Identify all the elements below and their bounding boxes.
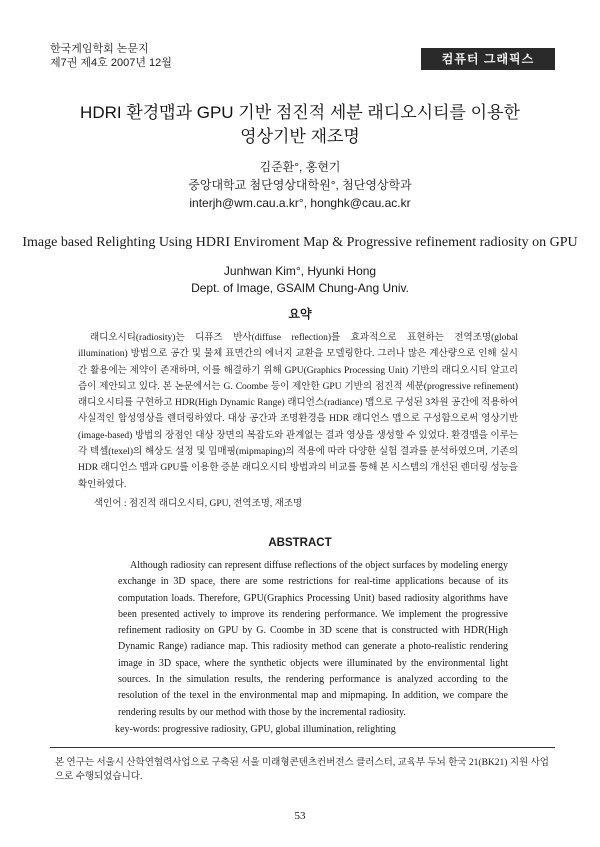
- english-authors: Junhwan Kim°, Hyunki Hong: [223, 264, 377, 278]
- korean-author-block: [0, 158, 600, 212]
- english-title: Image based Relighting Using HDRI Enviroment Map & Progressive refinement radiosity on GPU: [22, 235, 578, 250]
- english-author-block: [0, 263, 600, 297]
- journal-issue: 제7권 제4호 2007년 12월: [50, 57, 172, 69]
- korean-title-line2: 영상기반 재조명: [240, 127, 360, 146]
- korean-title-line1: HDRI 환경맵과 GPU 기반 점진적 세분 래디오시티를 이용한: [80, 103, 520, 122]
- korean-keywords: 색인어 : 점진적 래디오시티, GPU, 전역조명, 재조명: [94, 499, 303, 509]
- journal-name: 한국게임학회 논문지: [50, 43, 149, 55]
- english-abstract-body: Although radiosity can represent diffuse reflections of the object surfaces by modeling energy exchange in 3D space, there are some restrictions for real-time applications because of its computation loads. Therefore, GPU(Graphics Processing Unit) based radiosity algorithms have been presented actively to improve its rendering performance. We implement the progressive refinement radiosity on GPU by G. Coombe in 3D scene that is constructed with HDR(High Dynamic Range) radiance map. This radiosity method can generate a photo-realistic rendering image in 3D space, where the synthetic objects were illuminated by the environmental light sources. In the simulation results, the rendering performance is analyzed according to the resolution of the texel in the environmental map and mipmaping. In addition, we compare the rendering results by our method with those by the incremental radiosity.: [118, 560, 508, 718]
- footnote-divider: [50, 747, 555, 748]
- page-number: 53: [294, 810, 306, 822]
- english-affiliation: Dept. of Image, GSAIM Chung-Ang Univ.: [191, 281, 409, 295]
- english-keywords: key-words: progressive radiosity, GPU, global illumination, relighting: [115, 724, 396, 735]
- korean-abstract-body: 래디오시티(radiosity)는 디퓨즈 반사(diffuse reflection)를 효과적으로 표현하는 전역조명(global illumination) 방법으로 공간 및 물체 표면간의 에너지 교환을 모델링한다. 그러나 많은 계산량으로 인해 실시간 활용에는 제약이 존재하며, 이를 해결하기 위해 GPU(Graphics Processing Unit) 기반의 래디오시티 알고리즘이 제안되고 있다. 본 논문에서는 G. Coombe 등이 제안한 GPU 기반의 점진적 세분(progressive refinement) 래디오시티를 구현하고 HDR(High Dynamic Range) 래디언스(radiance) 맵으로 구성된 3차원 공간에 적용하여 사실적인 합성영상을 렌더링하였다. 대상 공간과 조명환경을 HDR 래디언스 맵으로 구성함으로써 영상기반(image-based) 방법의 장점인 대상 장면의 복잡도와 관계없는 결과 영상을 생성할 수 있었다. 환경맵을 이루는 각 텍셀(texel)의 해상도 설정 및 밉매핑(mipmaping)의 적용에 따라 다양한 실험 결과를 분석하였으며, 기존의 HDR 래디언스 맵과 GPU를 이용한 증분 래디오시티 방법과의 비교를 통해 본 시스템의 개선된 렌더링 성능을 확인하였다.: [78, 333, 518, 490]
- category-badge: 컴퓨터 그래픽스: [421, 48, 555, 70]
- journal-info: [50, 42, 172, 70]
- korean-authors: 김준환°, 홍현기: [259, 160, 341, 174]
- funding-footnote: 본 연구는 서울시 산학연협력사업으로 구축된 서울 미래형콘텐츠컨버전스 클러스터, 교육부 두뇌 한국 21(BK21) 지원 사업으로 수행되었습니다.: [55, 758, 549, 782]
- korean-affiliation: 중앙대학교 첨단영상대학원°, 첨단영상학과: [188, 178, 412, 192]
- korean-abstract-heading: 요약: [288, 307, 312, 321]
- author-emails: interjh@wm.cau.a.kr°, honghk@cau.ac.kr: [189, 196, 411, 210]
- english-abstract-heading: ABSTRACT: [268, 537, 332, 549]
